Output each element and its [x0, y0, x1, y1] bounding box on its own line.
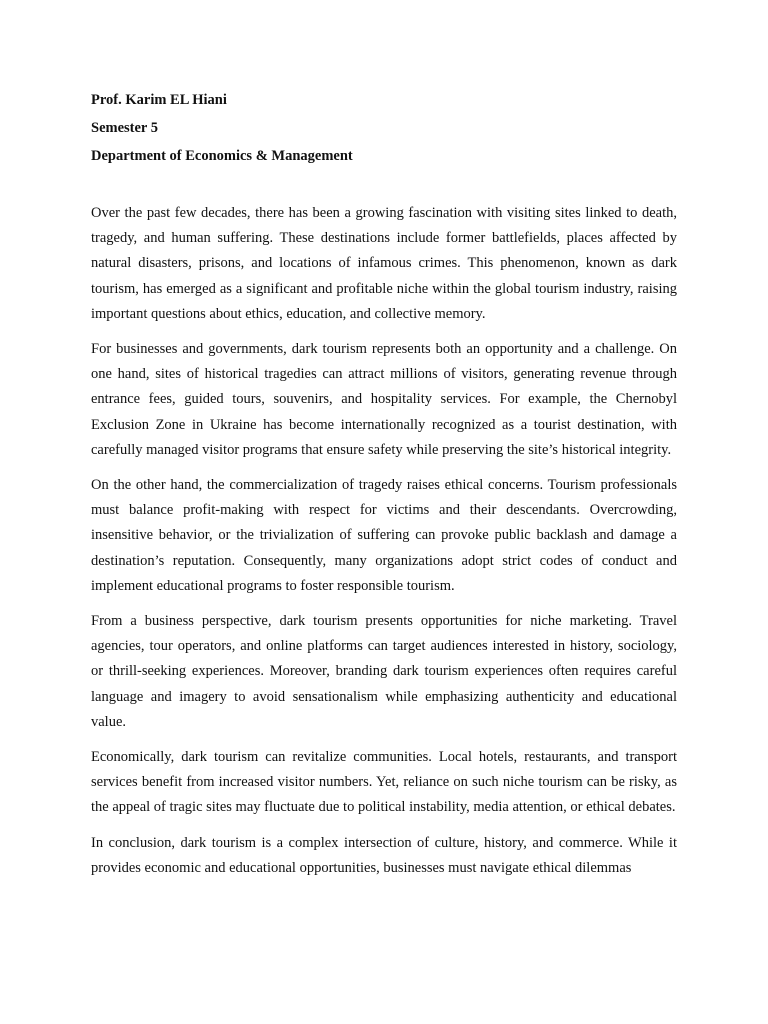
document-header [91, 86, 677, 170]
department-name: Department of Economics & Management [91, 148, 353, 164]
document-body [91, 201, 677, 881]
author-name: Prof. Karim EL Hiani [91, 92, 227, 108]
semester-label: Semester 5 [91, 120, 158, 136]
paragraph-economics: Economically, dark tourism can revitalize communities. Local hotels, restaurants, and transport services benefit from increased visitor numbers. Yet, reliance on such niche tourism can be risky, as the appeal of tragic sites may fluctuate due to political instability, media attention, or ethical debates. [91, 749, 677, 816]
paragraph-business: From a business perspective, dark tourism presents opportunities for niche marketing. Travel agencies, tour operators, and online platforms can target audiences interested in history, sociology, or thrill-seeking experiences. Moreover, branding dark tourism experiences often requires careful language and imagery to avoid sensationalism while emphasizing authenticity and educational value. [91, 613, 677, 730]
paragraph-conclusion: In conclusion, dark tourism is a complex intersection of culture, history, and commerce. While it provides economic and educational opportunities, businesses must navigate ethical dilemmas [91, 834, 677, 876]
paragraph-intro: Over the past few decades, there has been a growing fascination with visiting sites linked to death, tragedy, and human suffering. These destinations include former battlefields, places affected by natural disasters, prisons, and locations of infamous crimes. This phenomenon, known as dark tourism, has emerged as a significant and profitable niche within the global tourism industry, raising important questions about ethics, education, and collective memory. [91, 205, 677, 322]
paragraph-ethics: On the other hand, the commercialization of tragedy raises ethical concerns. Tourism professionals must balance profit-making with respect for victims and their descendants. Overcrowding, insensitive behavior, or the trivialization of suffering can provoke public backlash and damage a destination’s reputation. Consequently, many organizations adopt strict codes of conduct and implement educational programs to foster responsible tourism. [91, 477, 677, 594]
paragraph-opportunity: For businesses and governments, dark tourism represents both an opportunity and a challenge. On one hand, sites of historical tragedies can attract millions of visitors, generating revenue through entrance fees, guided tours, souvenirs, and hospitality services. For example, the Chernobyl Exclusion Zone in Ukraine has become internationally recognized as a tourist destination, with carefully managed visitor programs that ensure safety while preserving the site’s historical integrity. [91, 341, 677, 458]
